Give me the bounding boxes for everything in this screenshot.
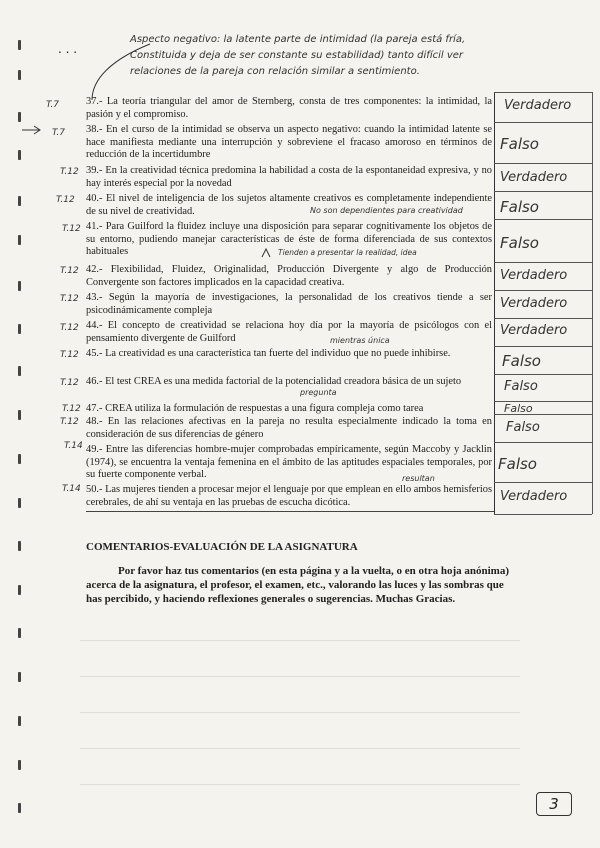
question-number: 44.- — [86, 320, 103, 331]
topic-tag: T.12 — [62, 224, 81, 234]
answer-row-line — [494, 514, 592, 515]
question-text: El nivel de inteligencia de los sujetos altamente creativos es completamente independiente de su nivel de creatividad. — [86, 193, 492, 217]
answer-row-line — [494, 290, 592, 291]
question-number: 39.- — [86, 165, 103, 176]
handwritten-note-q45: mientras única — [330, 336, 390, 345]
question-number: 42.- — [86, 264, 103, 275]
question-text: Entre las diferencias hombre-mujer comprobadas empíricamente, según Maccoby y Jacklin (1974), se encuentra la ventaja femenina en el ámbito de las aptitudes espaciales temporales, por su fuerte componente verbal. — [86, 444, 492, 481]
topic-tag: T.14 — [62, 484, 81, 494]
topic-tag: T.14 — [64, 441, 83, 451]
handwritten-dots: . . . — [58, 42, 78, 56]
question-number: 46.- — [86, 376, 103, 387]
faint-line — [80, 640, 520, 641]
question-number: 43.- — [86, 292, 103, 303]
answer-row-line — [494, 219, 592, 220]
faint-line — [80, 712, 520, 713]
topic-tag: T.12 — [56, 195, 75, 205]
question-number: 50.- — [86, 484, 103, 495]
topic-tag: T.7 — [46, 100, 60, 110]
topic-tag: T.12 — [60, 294, 79, 304]
question-text: La teoría triangular del amor de Sternberg, consta de tres componentes: la intimidad, la pasión y el compromiso. — [86, 96, 492, 120]
faint-line — [80, 676, 520, 677]
answer-40: Falso — [500, 198, 539, 216]
faint-line — [80, 748, 520, 749]
topic-tag: T.12 — [60, 378, 79, 388]
answer-column-right-border — [592, 92, 593, 514]
question-text: La creatividad es una característica tan fuerte del individuo que no puede inhibirse. — [105, 348, 451, 359]
answer-41: Falso — [500, 234, 539, 252]
handwritten-note-q41: Tienden a presentar la realidad, idea — [278, 248, 417, 257]
question-48 — [86, 416, 492, 441]
answer-row-line — [494, 442, 592, 443]
answer-row-line — [494, 92, 592, 93]
top-note-line: Constituida y deja de ser constante su estabilidad) tanto difícil ver — [130, 50, 464, 61]
answer-row-line — [494, 262, 592, 263]
answer-46: Falso — [504, 379, 538, 394]
answer-49: Falso — [498, 455, 537, 473]
question-number: 37.- — [86, 96, 103, 107]
question-43 — [86, 292, 492, 317]
handwritten-note-q46: pregunta — [300, 388, 337, 397]
question-text: Flexibilidad, Fluidez, Originalidad, Producción Divergente y algo de Producción Convergente son factores implicados en la capacidad creativa. — [86, 264, 492, 288]
topic-tag: T.12 — [60, 350, 79, 360]
question-50 — [86, 484, 492, 509]
answer-38: Falso — [500, 135, 539, 153]
question-46 — [86, 376, 492, 389]
question-42 — [86, 264, 492, 289]
answer-row-line — [494, 191, 592, 192]
answer-row-line — [494, 122, 592, 123]
question-47 — [86, 403, 492, 416]
question-number: 40.- — [86, 193, 103, 204]
answer-column-left-border — [494, 92, 495, 514]
answer-50: Verdadero — [500, 489, 568, 504]
top-note-line: Aspecto negativo: la latente parte de intimidad (la pareja está fría, — [130, 34, 466, 45]
answer-row-line — [494, 346, 592, 347]
top-note-line: relaciones de la pareja con relación similar a sentimiento. — [130, 66, 420, 77]
answer-row-line — [494, 163, 592, 164]
question-number: 38.- — [86, 124, 103, 135]
answer-39: Verdadero — [500, 170, 568, 185]
question-number: 41.- — [86, 221, 103, 232]
answer-45: Falso — [502, 352, 541, 370]
question-text: En la creatividad técnica predomina la habilidad a costa de la espontaneidad expresiva, y no hay interés especial por la novedad — [86, 165, 492, 189]
question-44 — [86, 320, 492, 345]
question-text: Según la mayoría de investigaciones, la personalidad de los creativos tiende a ser psicodinámicamente compleja — [86, 292, 492, 316]
question-text: Para Guilford la fluidez incluye una disposición para separar cognitivamente los objetos de su entorno, pudiendo manejar características de éste de forma diferenciada de sus contextos habituales — [86, 221, 492, 258]
answer-44: Verdadero — [500, 323, 568, 338]
question-text: CREA utiliza la formulación de respuestas a una figura compleja como tarea — [105, 403, 424, 414]
faint-line — [80, 784, 520, 785]
question-text: Las mujeres tienden a procesar mejor el lenguaje por que emplean en ello ambos hemisferios cerebrales, de ahí su ventaja en las pruebas de escucha dicótica. — [86, 484, 492, 508]
answer-48: Falso — [506, 420, 540, 435]
question-text: El test CREA es una medida factorial de la potencialidad creadora básica de un sujeto — [105, 376, 462, 387]
comments-section-title: COMENTARIOS-EVALUACIÓN DE LA ASIGNATURA — [86, 541, 358, 553]
topic-tag: T.7 — [52, 128, 66, 138]
answer-43: Verdadero — [500, 296, 568, 311]
question-text: En las relaciones afectivas en la pareja no resulta especialmente indicado la toma en consideración de sus diferencias de género — [86, 416, 492, 440]
answer-47: Falso — [504, 402, 533, 415]
answer-37: Verdadero — [504, 98, 572, 113]
table-bottom-rule — [86, 511, 494, 512]
question-text: El concepto de creatividad se relaciona hoy día por la mayoría de psicólogos con el pensamiento divergente de Guilford — [86, 320, 492, 344]
answer-row-line — [494, 374, 592, 375]
topic-tag: T.12 — [60, 167, 79, 177]
question-37 — [86, 96, 492, 121]
answer-row-line — [494, 482, 592, 483]
topic-tag: T.12 — [60, 266, 79, 276]
topic-tag: T.12 — [62, 404, 81, 414]
question-number: 49.- — [86, 444, 103, 455]
answer-row-line — [494, 318, 592, 319]
page-number: 3 — [536, 792, 572, 816]
answer-42: Verdadero — [500, 268, 568, 283]
question-38 — [86, 124, 492, 162]
topic-tag: T.12 — [60, 323, 79, 333]
question-number: 45.- — [86, 348, 103, 359]
comments-instructions: Por favor haz tus comentarios (en esta página y a la vuelta, o en otra hoja anónima) acerca de la asignatura, el profesor, el examen, etc., valorando las luces y las sombras que has percibido, y haciendo reflexiones generales o sugerencias. Muchas Gracias. — [86, 565, 509, 605]
topic-tag: T.12 — [60, 417, 79, 427]
question-39 — [86, 165, 492, 190]
question-number: 47.- — [86, 403, 103, 414]
handwritten-note-q40: No son dependientes para creatividad — [310, 206, 463, 215]
question-45 — [86, 348, 492, 361]
question-text: En el curso de la intimidad se observa un aspecto negativo: cuando la intimidad latente se hace manifiesta mediante una interrupción y sobreviene el fracaso amoroso en términos de reducción de la incertidumbre — [86, 124, 492, 161]
handwritten-note-q50: resultan — [402, 474, 435, 483]
question-number: 48.- — [86, 416, 103, 427]
